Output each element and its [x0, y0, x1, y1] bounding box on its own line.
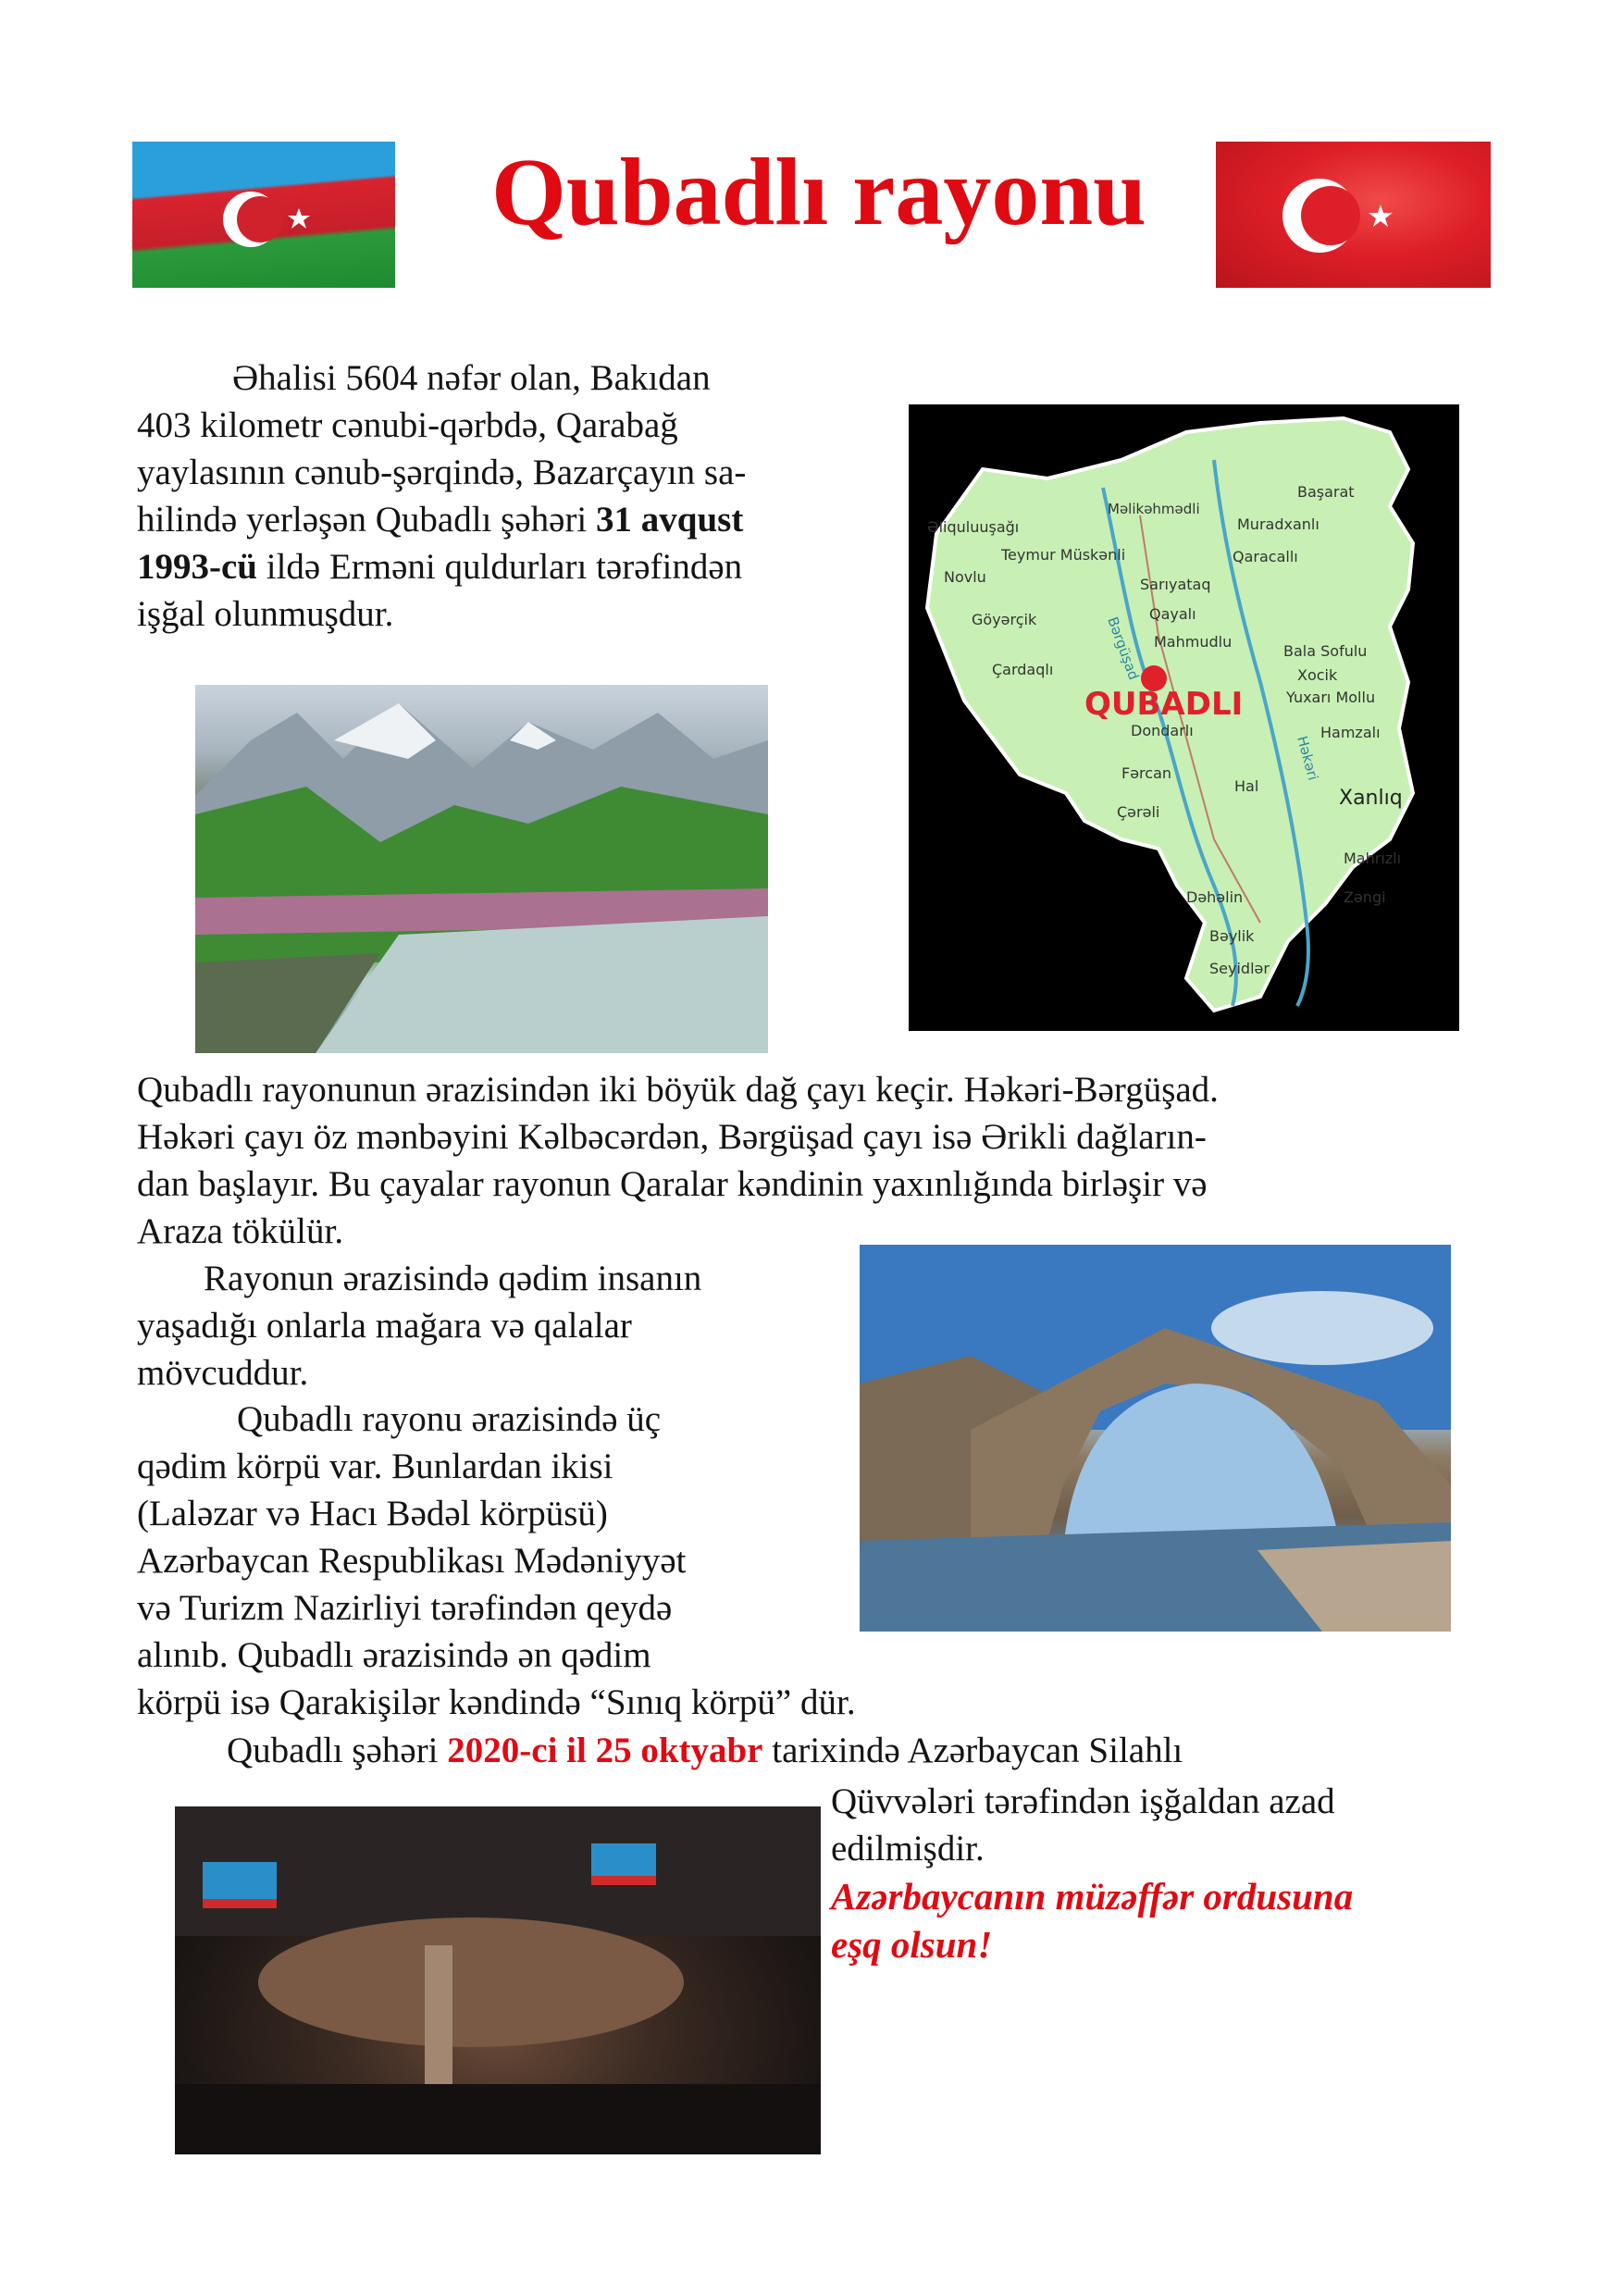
liberation-line-2: Qüvvələri tərəfindən işğaldan azad — [831, 1781, 1335, 1821]
map-place-label: Novlu — [944, 568, 986, 586]
map-place-label: Xanlıq — [1339, 787, 1403, 810]
map-place-label: Fərcan — [1121, 764, 1172, 782]
map-river-label: Həkəri — [1294, 734, 1322, 783]
caves-paragraph — [137, 1255, 849, 1396]
map-place-label: Teymur Müskənli — [1001, 546, 1126, 564]
map-place-label: Çardaqlı — [992, 661, 1054, 678]
map-place-label: Xocik — [1297, 666, 1338, 684]
map-place-label: Göyərçik — [972, 611, 1037, 628]
rivers-line: Araza tökülür. — [137, 1211, 344, 1251]
intro-line: yaylasının cənub-şərqində, Bazarçayın sa- — [137, 453, 747, 492]
caves-line: Rayonun ərazisində qədim insanın — [204, 1259, 702, 1298]
rivers-line: Qubadlı rayonunun ərazisindən iki böyük dağ çayı keçir. Həkəri-Bərgüşad. — [137, 1070, 1219, 1110]
map-place-label: Yuxarı Mollu — [1286, 689, 1376, 706]
map-place-label: Sarıyataq — [1140, 576, 1211, 593]
map-center-label: QUBADLI — [1084, 686, 1244, 723]
caves-line: yaşadığı onlarla mağara və qalalar — [137, 1306, 632, 1346]
intro-line — [137, 496, 905, 543]
bridges-paragraph — [137, 1396, 1247, 1726]
intro-line-text: hilində yerləşən Qubadlı şəhəri — [137, 500, 597, 540]
district-map-svg — [909, 404, 1459, 1031]
bridges-line: Qubadlı rayonu ərazisində üç — [237, 1399, 662, 1439]
map-place-label: Hal — [1234, 777, 1259, 795]
bridges-line: körpü isə Qarakişilər kəndində “Sınıq körpü” dür. — [137, 1682, 856, 1722]
bridges-line: alınıb. Qubadlı ərazisində ən qədim — [137, 1635, 651, 1675]
intro-line: 403 kilometr cənubi-qərbdə, Qarabağ — [137, 405, 678, 445]
map-place-label: Mahrızlı — [1344, 850, 1402, 867]
map-place-label: Məlikəhmədli — [1108, 501, 1200, 517]
azerbaijan-flag-icon — [132, 142, 395, 288]
map-place-label: Bəylik — [1209, 927, 1255, 945]
map-place-label: Dəhəlin — [1186, 888, 1244, 906]
soldiers-photo — [175, 1806, 821, 2154]
map-place-label: Seyidlər — [1209, 960, 1270, 977]
map-river-label: Bərgüşad — [1104, 614, 1143, 683]
azerbaijan-flag-emblem — [132, 142, 395, 288]
mountain-river-photo — [195, 685, 768, 1053]
liberation-prefix: Qubadlı şəhəri — [227, 1731, 448, 1770]
slogan-line-2: eşq olsun! — [831, 1923, 993, 1966]
map-place-label: Dondarlı — [1131, 722, 1194, 739]
bridges-line: Azərbaycan Respublikası Mədəniyyət — [137, 1541, 687, 1581]
intro-paragraph — [137, 354, 905, 638]
intro-line: Əhalisi 5604 nəfər olan, Bakıdan — [232, 358, 711, 398]
occupation-date-day: 31 avqust — [596, 500, 744, 540]
intro-line: işğal olunmuşdur. — [137, 594, 394, 634]
map-place-label: Qaracallı — [1233, 548, 1298, 565]
mountain-river-illustration — [195, 685, 768, 1053]
liberation-suffix: tarixində Azərbaycan Silahlı — [762, 1731, 1183, 1770]
liberation-date: 2020-ci il 25 oktyabr — [447, 1731, 763, 1770]
rivers-line: Həkəri çayı öz mənbəyini Kəlbəcərdən, Bərgüşad çayı isə Ərikli dağların- — [137, 1117, 1207, 1157]
intro-line — [137, 543, 905, 590]
map-place-label: Qayalı — [1149, 605, 1196, 623]
turkey-flag-emblem — [1216, 142, 1491, 288]
liberation-line-3: edilmişdir. — [831, 1829, 985, 1868]
soldiers-illustration — [175, 1806, 821, 2154]
bridges-line: qədim körpü var. Bunlardan ikisi — [137, 1446, 613, 1486]
bridges-line: (Laləzar və Hacı Bədəl körpüsü) — [137, 1494, 608, 1533]
page-title: Qubadlı rayonu — [490, 139, 1147, 245]
intro-line-text: ildə Erməni quldurları tərəfindən — [257, 547, 743, 587]
caves-line: mövcuddur. — [137, 1353, 309, 1393]
map-place-label: Başarat — [1297, 483, 1355, 501]
bridges-line: və Turizm Nazirliyi tərəfindən qeydə — [137, 1588, 673, 1628]
map-place-label: Mahmudlu — [1154, 633, 1233, 651]
liberation-line — [137, 1727, 1578, 1774]
map-place-label: Muradxanlı — [1237, 515, 1319, 533]
occupation-date-year: 1993-cü — [137, 547, 257, 587]
turkey-flag-icon — [1216, 142, 1491, 288]
map-place-label: Zəngi — [1344, 888, 1386, 906]
map-place-label: Hamzalı — [1320, 724, 1381, 741]
liberation-continuation — [831, 1778, 1488, 1968]
district-map — [909, 404, 1459, 1031]
rivers-line: dan başlayır. Bu çayalar rayonun Qaralar kəndinin yaxınlığında birləşir və — [137, 1164, 1208, 1204]
slogan-line-1: Azərbaycanın müzəffər ordusuna — [831, 1875, 1354, 1917]
map-place-label: Bala Sofulu — [1283, 642, 1368, 660]
map-place-label: Çərəli — [1117, 803, 1160, 821]
rivers-paragraph — [137, 1066, 1488, 1255]
map-place-label: Əliquluuşağı — [927, 518, 1020, 536]
